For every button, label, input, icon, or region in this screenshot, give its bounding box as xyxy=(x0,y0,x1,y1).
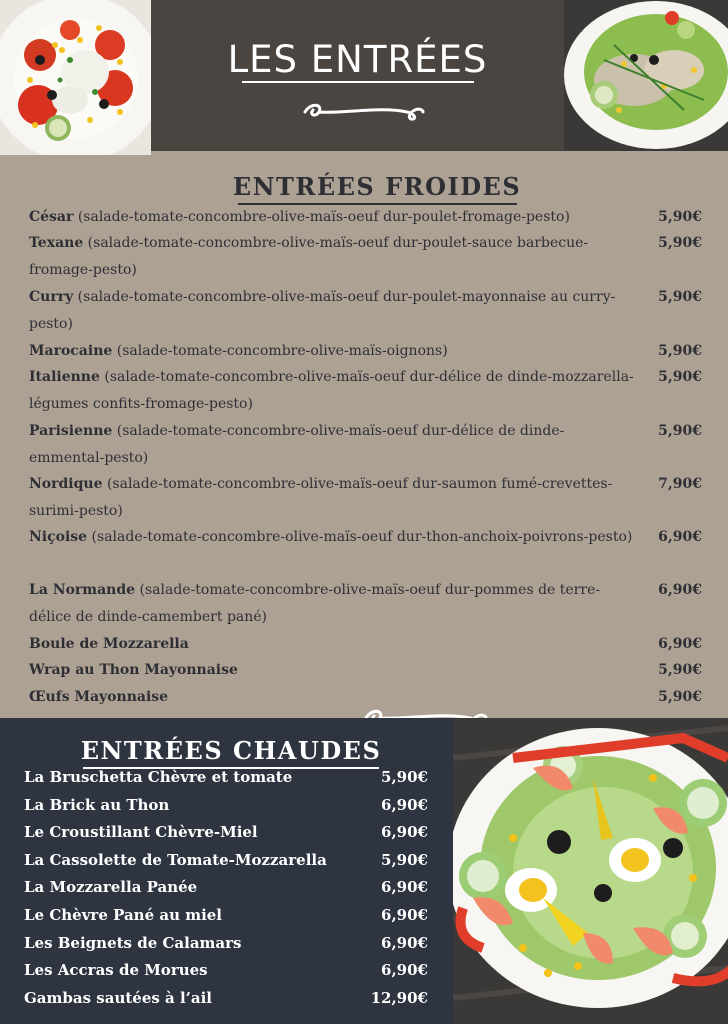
caprese-salad-photo xyxy=(0,0,151,155)
item-price: 6,90€ xyxy=(381,878,428,896)
item-price: 6,90€ xyxy=(381,823,428,841)
item-price: 5,90€ xyxy=(658,209,702,225)
item-price: 6,90€ xyxy=(381,961,428,979)
item-price: 6,90€ xyxy=(381,934,428,952)
item-name: Le Croustillant Chèvre-Miel xyxy=(24,823,258,841)
item-price: 5,90€ xyxy=(658,662,702,678)
item-name: César xyxy=(29,209,74,225)
item-description: (salade-tomate-concombre-olive-maïs-oeuf dur-pommes de terre-délice de dinde-camembert pané) xyxy=(29,582,601,625)
item-price: 5,90€ xyxy=(658,289,702,305)
item-name: Les Beignets de Calamars xyxy=(24,934,242,952)
item-price: 7,90€ xyxy=(658,476,702,492)
menu-item-gambas xyxy=(24,988,430,1008)
item-description: (salade-tomate-concombre-olive-maïs-oeuf dur-poulet-mayonnaise au curry-pesto) xyxy=(29,289,616,332)
item-name: Curry xyxy=(29,289,74,305)
item-price: 5,90€ xyxy=(658,343,702,359)
item-name: Wrap au Thon Mayonnaise xyxy=(29,662,238,678)
item-name: La Cassolette de Tomate-Mozzarella xyxy=(24,851,327,869)
item-price: 5,90€ xyxy=(658,689,702,705)
menu-item-accras xyxy=(24,960,430,980)
item-price: 6,90€ xyxy=(658,529,702,545)
item-name: Marocaine xyxy=(29,343,113,359)
menu-item-beignets-calamars xyxy=(24,933,430,953)
item-description: (salade-tomate-concombre-olive-maïs-oeuf dur-poulet-fromage-pesto) xyxy=(73,209,570,225)
menu-item-parisienne xyxy=(29,418,709,472)
item-name: La Mozzarella Panée xyxy=(24,878,198,896)
item-price: 6,90€ xyxy=(381,906,428,924)
item-name: Le Chèvre Pané au miel xyxy=(24,906,223,924)
froides-heading xyxy=(0,172,728,201)
menu-item-brick-thon xyxy=(24,795,430,815)
menu-item-italienne xyxy=(29,364,709,418)
menu-item-mozzarella-panee xyxy=(24,877,430,897)
chicken-salad-photo xyxy=(564,0,728,151)
item-price: 5,90€ xyxy=(658,423,702,439)
menu-item-nordique xyxy=(29,471,709,525)
menu-item-boule-mozzarella xyxy=(29,631,709,658)
header-band xyxy=(0,0,728,155)
item-name: La Bruschetta Chèvre et tomate xyxy=(24,768,293,786)
item-name: Niçoise xyxy=(29,529,88,545)
menu-item-texane xyxy=(29,230,709,284)
item-price: 5,90€ xyxy=(658,369,702,385)
item-name: Gambas sautées à l’ail xyxy=(24,989,213,1007)
item-name: Les Accras de Morues xyxy=(24,961,208,979)
shrimp-egg-salad-photo xyxy=(453,718,728,1024)
item-price: 6,90€ xyxy=(658,636,702,652)
item-name: La Brick au Thon xyxy=(24,796,170,814)
item-price: 5,90€ xyxy=(381,768,428,786)
menu-item-bruschetta xyxy=(24,767,430,787)
item-name: Boule de Mozzarella xyxy=(29,636,189,652)
item-description: (salade-tomate-concombre-olive-maïs-oignons) xyxy=(112,343,448,359)
item-description: (salade-tomate-concombre-olive-maïs-oeuf dur-saumon fumé-crevettes-surimi-pesto) xyxy=(29,476,613,519)
froides-heading-text: ENTRÉES FROIDES xyxy=(232,172,522,201)
menu-item-wrap-thon xyxy=(29,657,709,684)
item-price: 6,90€ xyxy=(658,582,702,598)
menu-item-cassolette xyxy=(24,850,430,870)
menu-item-marocaine xyxy=(29,338,709,365)
item-price: 12,90€ xyxy=(370,989,428,1007)
item-price: 5,90€ xyxy=(381,851,428,869)
chaudes-heading-text: ENTRÉES CHAUDES xyxy=(80,736,382,765)
item-description: (salade-tomate-concombre-olive-maïs-oeuf dur-délice de dinde-mozzarella-légumes confits-fromage-pesto) xyxy=(29,369,634,412)
menu-item-cesar xyxy=(29,204,709,231)
page-title: LES ENTRÉES xyxy=(227,38,488,81)
flourish-ornament xyxy=(301,100,427,122)
menu-item-curry xyxy=(29,284,709,338)
menu-item-nicoise xyxy=(29,524,709,551)
item-description: (salade-tomate-concombre-olive-maïs-oeuf dur-poulet-sauce barbecue-fromage-pesto) xyxy=(29,235,589,278)
item-price: 6,90€ xyxy=(381,796,428,814)
title-underline xyxy=(242,81,474,83)
menu-item-croustillant xyxy=(24,822,430,842)
item-name: Nordique xyxy=(29,476,103,492)
item-price: 5,90€ xyxy=(658,235,702,251)
menu-item-la-normande xyxy=(29,577,709,631)
menu-item-chevre-pane xyxy=(24,905,430,925)
item-description: (salade-tomate-concombre-olive-maïs-oeuf dur-délice de dinde-emmental-pesto) xyxy=(29,423,565,466)
item-name: Œufs Mayonnaise xyxy=(29,689,169,705)
item-name: Italienne xyxy=(29,369,100,385)
item-name: Texane xyxy=(29,235,84,251)
title-box xyxy=(151,0,564,151)
item-name: La Normande xyxy=(29,582,136,598)
chaudes-heading xyxy=(0,736,462,765)
item-name: Parisienne xyxy=(29,423,113,439)
item-description: (salade-tomate-concombre-olive-maïs-oeuf dur-thon-anchoix-poivrons-pesto) xyxy=(87,529,633,545)
